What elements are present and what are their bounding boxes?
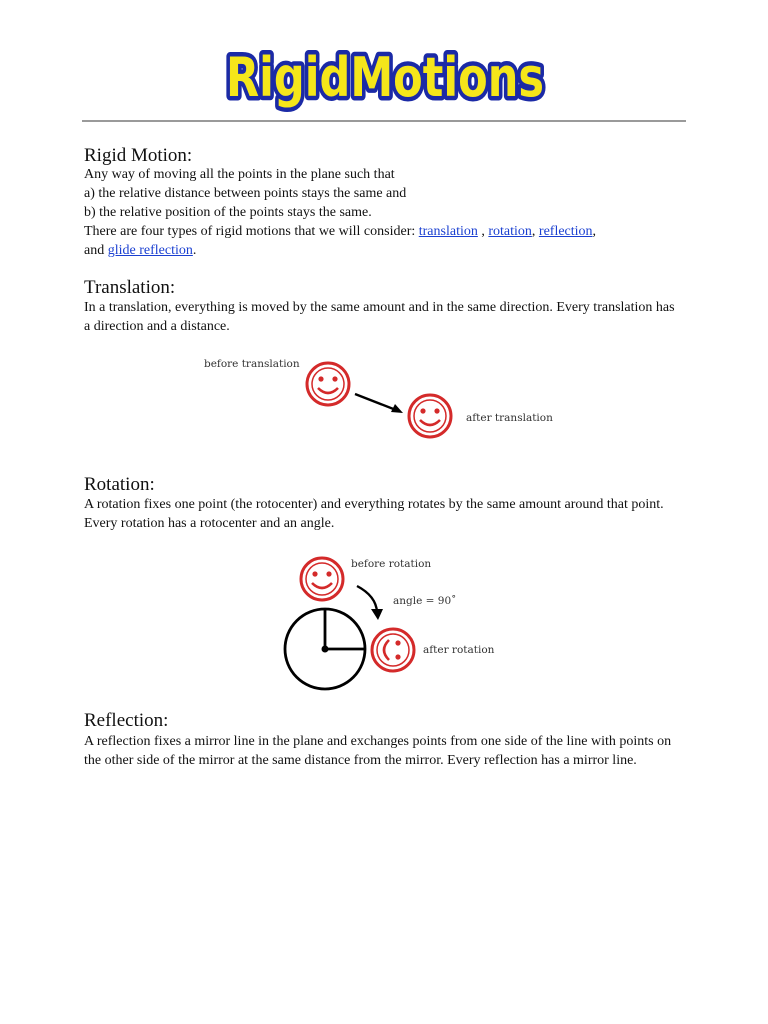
types-intro-text: There are four types of rigid motions that we will consider: [84,224,419,239]
rigid-motion-line-4 [84,222,684,241]
reflection-link[interactable]: reflection [538,224,593,239]
after-translation-label: after translation [466,412,553,424]
rigid-motion-line-1: Any way of moving all the points in the plane such that [84,167,395,182]
period: . [192,243,197,258]
rigid-motion-body [84,165,684,260]
translation-heading: Translation: [84,277,176,298]
glide-reflection-link[interactable]: glide reflection [107,243,193,258]
rotation-figure [280,552,510,697]
rotation-link[interactable]: rotation [488,224,532,239]
translation-arrow [355,394,403,413]
rotocenter-dot [322,646,329,653]
translation-link[interactable]: translation [418,224,478,239]
before-translation-label: before translation [204,358,300,370]
rigid-motion-line-2: a) the relative distance between points stays the same and [84,186,407,201]
before-rotation-label: before rotation [351,558,432,570]
separator: , [592,224,597,239]
after-rotation-label: after rotation [423,644,495,656]
separator: , [477,224,489,239]
smiley-after-rotation [372,629,414,671]
header-divider [82,120,686,122]
rotation-heading: Rotation: [84,474,155,495]
rotation-body: A rotation fixes one point (the rotocenter) and everything rotates by the same amount around that point. Every rotation has a rotocenter and an angle. [84,497,664,531]
logo-fill-text: RigidMotions [226,46,544,109]
separator: , [531,224,539,239]
translation-figure [200,350,560,450]
logo-graphic [215,34,555,114]
rotation-arrow [357,586,383,620]
reflection-heading: Reflection: [84,710,169,731]
rigid-motion-line-5 [84,241,684,260]
smiley-before-rotation [301,558,343,600]
rigid-motion-line-3: b) the relative position of the points stays the same. [84,205,372,220]
translation-body: In a translation, everything is moved by the same amount and in the same direction. Every translation has a direction and a distance. [84,300,675,334]
logo-outline-text: RigidMotions [226,46,544,109]
rigid-motion-heading: Rigid Motion: [84,145,193,166]
reflection-body: A reflection fixes a mirror line in the plane and exchanges points from one side of the line with points on the other side of the mirror at the same distance from the mirror. Every reflection has a mirror line. [84,734,672,768]
rigid-motions-logo [215,34,555,114]
angle-label: angle = 90˚ [393,595,457,607]
smiley-after-translation [409,395,451,437]
and-text: and [84,243,108,258]
smiley-before-translation [307,363,349,405]
